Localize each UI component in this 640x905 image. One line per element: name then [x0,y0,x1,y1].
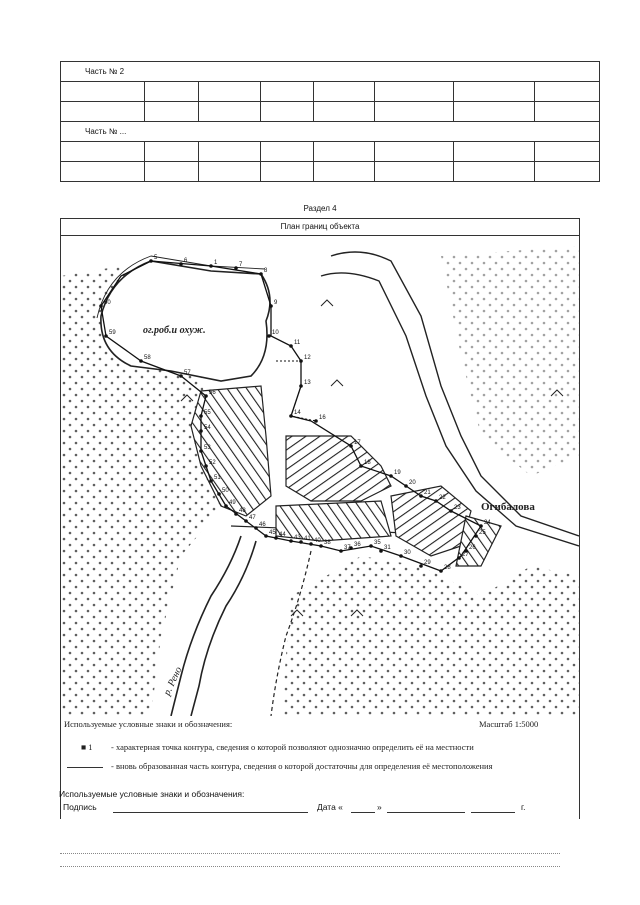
contour-point-label: 40 [314,538,321,544]
contour-point [199,429,203,433]
contour-point [289,414,293,418]
contour-point-label: 44 [279,532,286,538]
contour-point [434,499,438,503]
contour-point [457,556,461,560]
legend-item-point: - характерная точка контура, сведения о которой позволяют однозначно определить её на местности [111,742,474,752]
contour-point-label: 48 [239,508,246,514]
boundary-plan [60,218,580,819]
contour-point [234,512,238,516]
contour-point-label: 35 [374,540,381,546]
contour-point [204,394,208,398]
contour-point [389,474,393,478]
contour-point-label: 51 [214,475,221,481]
contour-point [224,504,228,508]
contour-point-label: 9 [274,300,278,306]
signature-line[interactable] [113,812,308,813]
contour-point [449,509,453,513]
contour-point-label: 30 [404,550,411,556]
date-mid: » [377,802,382,812]
hatched-part [391,486,471,556]
contour-point-label: 47 [249,515,256,521]
contour-point [259,272,263,276]
contour-point [479,524,483,528]
contour-point-label: 49 [229,500,236,506]
dotted-divider [60,853,560,854]
contour-point-label: 54 [204,425,211,431]
contour-point-label: 41 [304,536,311,542]
river-label: р. Рено [161,665,185,698]
contour-point-label: 50 [222,488,229,494]
contour-point [244,519,248,523]
parts-table-2 [60,121,600,182]
section-title: Раздел 4 [303,204,337,213]
lake-outline [101,261,270,381]
contour-point [199,414,203,418]
year-suffix: г. [521,802,526,812]
map-scale: Масштаб 1:5000 [479,719,539,729]
contour-point [289,539,293,543]
contour-point-label: 14 [294,410,301,416]
contour-point-label: 52 [209,460,216,466]
contour-point [234,266,238,270]
contour-point [264,534,268,538]
contour-point-label: 38 [324,540,331,546]
area-label: ог.роб.и охуж. [143,325,206,336]
contour-point-label: 56 [209,390,216,396]
contour-point-label: 21 [424,490,431,496]
contour-point [404,484,408,488]
contour-point [179,262,183,266]
contour-point-label: 27 [462,552,469,558]
contour-point [474,534,478,538]
contour-point-label: 12 [304,355,311,361]
contour-point-label: 26 [469,545,476,551]
table-row [61,82,600,102]
contour-point-label: 25 [479,530,486,536]
contour-point-label: 53 [204,445,211,451]
contour-point [339,549,343,553]
point-marker-icon: ■ 1 [81,742,93,752]
contour-point [267,334,271,338]
contour-point [179,374,183,378]
table-1-header: Часть № 2 [61,62,600,82]
road [191,541,256,716]
contour-point-label: 60 [104,300,111,306]
contour-point [349,444,353,448]
contour-point-label: 20 [409,480,416,486]
contour-point [269,304,273,308]
contour-point-label: 17 [354,440,361,446]
contour-point-label: 16 [319,415,326,421]
contour-point [99,304,103,308]
legend-item-line: - вновь образованная часть контура, сведения о которой достаточны для определения её местоположения [111,761,493,771]
parts-table-1 [60,61,600,122]
contour-point [419,564,423,568]
contour-point-label: 19 [394,470,401,476]
vegetation-area [281,556,579,716]
contour-point-label: 55 [204,410,211,416]
hatched-part [286,436,391,501]
contour-point [314,419,318,423]
contour-point-label: 7 [239,262,243,268]
contour-point-label: 11 [294,340,301,346]
table-row [61,142,600,162]
contour-point [309,542,313,546]
contour-point-label: 23 [454,505,461,511]
contour-point [217,492,221,496]
plan-title: План границ объекта [61,219,579,236]
contour-point-label: 31 [384,545,391,551]
contour-point-label: 5 [154,255,158,261]
contour-point [274,536,278,540]
contour-point [254,526,258,530]
contour-point [209,479,213,483]
contour-point [199,449,203,453]
contour-point-label: 8 [264,268,268,274]
contour-point-label: 45 [269,530,276,536]
contour-point-label: 57 [184,370,191,376]
contour-point-label: 46 [259,522,266,528]
contour-point-label: 13 [304,380,311,386]
contour-point [359,464,363,468]
line-sample-icon [67,767,103,768]
table-row [61,162,600,182]
signature-label: Подпись [63,802,97,812]
contour-point [369,544,373,548]
contour-point-label: 28 [444,565,451,571]
contour-point [204,464,208,468]
date-year-line[interactable] [471,812,515,813]
road [171,536,241,716]
vegetation-area [441,246,579,476]
date-label: Дата « [317,802,343,812]
contour-point [379,549,383,553]
table-row [61,102,600,122]
date-day-line[interactable] [351,812,375,813]
contour-point [299,384,303,388]
boundary-map [61,236,579,716]
contour-point-label: 36 [354,542,361,548]
contour-point [104,334,108,338]
contour-point [209,264,213,268]
legend-heading-2: Используемые условные знаки и обозначения: [59,789,245,799]
contour-point-label: 22 [439,495,446,501]
place-label: Огибалова [481,501,535,513]
contour-point [419,494,423,498]
contour-point-label: 10 [272,330,279,336]
contour-point-label: 59 [109,330,116,336]
contour-point [299,359,303,363]
contour-point [319,544,323,548]
contour-point-label: 58 [144,355,151,361]
contour-point-label: 37 [344,545,351,551]
dotted-divider [60,866,560,867]
contour-point [289,344,293,348]
contour-point-label: 29 [424,560,431,566]
contour-point-label: 43 [294,535,301,541]
contour-point [149,259,153,263]
table-2-header: Часть № ... [61,122,600,142]
legend-heading: Используемые условные знаки и обозначения: [64,719,233,729]
contour-point [439,569,443,573]
contour-point [399,554,403,558]
date-month-line[interactable] [387,812,465,813]
contour-point-label: 6 [184,258,188,264]
contour-point-label: 1 [214,260,218,266]
contour-point [139,359,143,363]
contour-point-label: 24 [484,520,491,526]
contour-point-label: 18 [364,460,371,466]
